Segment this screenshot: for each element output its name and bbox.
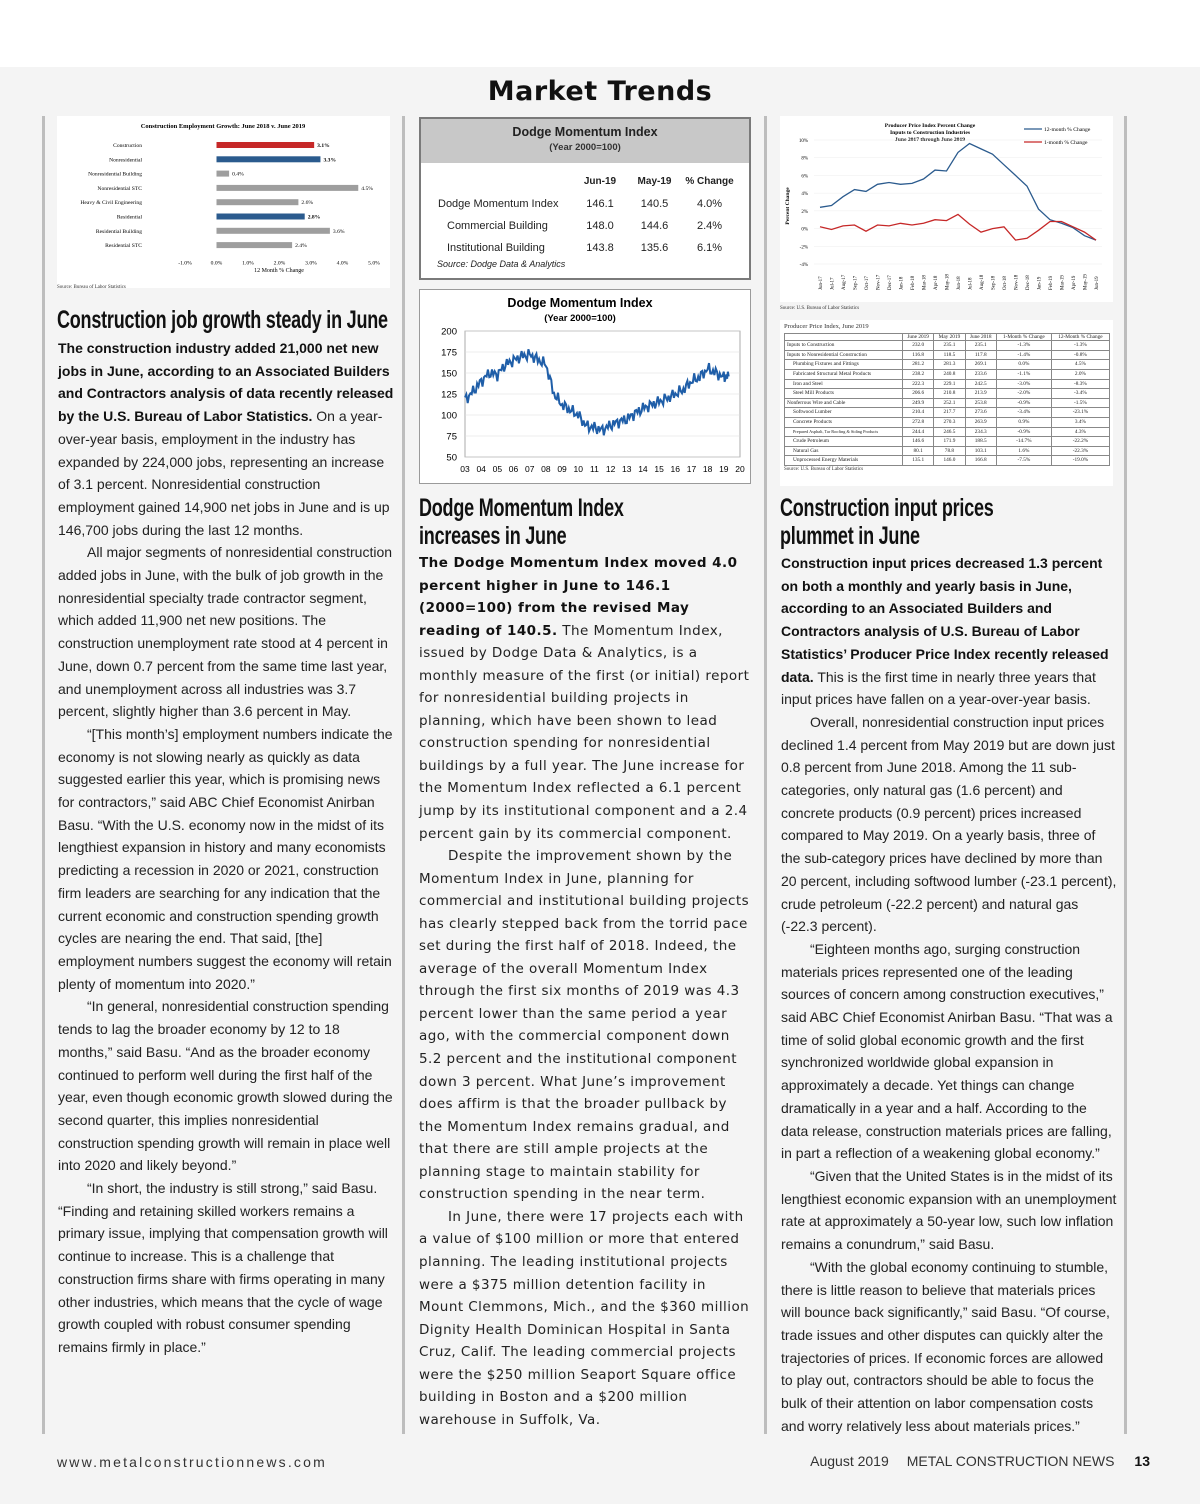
table-cell: 135.1 [903,456,934,466]
table-row [785,369,1110,379]
dodge-line-chart-svg [420,290,749,482]
bar-value-label: 2.4% [295,243,307,250]
x-tick-label: 09 [557,464,567,474]
paragraph [781,552,1117,711]
bar-value-label: 3.6% [332,228,345,235]
dodge-index-table-figure [419,117,751,280]
table-cell: 249.9 [903,398,934,408]
paragraph: “In short, the industry is still strong,” said Basu. “Finding and retaining skilled workers remains a primary issue, implying that compensation growth will continue to increase. This is a challenge that construction firms share with firms operating in many other industries, which means that the cycle of wage growth coupled with robust consumer spending remains firmly in place.” [58,1180,388,1355]
paragraph: “Given that the United States is in the midst of its lengthiest economic expansion with an unemployment rate at approximately a 50-year low, such low inflation remains a conundrum,” said Basu. [781,1167,1117,1253]
bar-value-label: 4.5% [361,185,373,192]
table-cell: 244.4 [903,427,934,437]
table-cell: Unprocessed Energy Materials [785,456,903,466]
table-cell: -2.0% [996,389,1051,399]
x-tick-label: 20 [735,464,745,474]
table-header-cell: Jun-19 [583,175,617,187]
category-label: Residential [116,214,142,221]
bar-value-label: 3.3% [323,157,337,164]
dodge-table-title: Dodge Momentum Index [512,125,658,139]
x-tick-label: 06 [508,464,519,474]
table-cell: -3.4% [996,408,1051,418]
article-body-right [781,552,1117,1437]
dodge-table-source: Source: Dodge Data & Analytics [437,259,566,269]
table-row [785,360,1110,370]
lead-bold: The Dodge Momentum Index moved 4.0 percent higher in June to 146.1 (2000=100) from the revised May reading of 140.5. [419,555,738,639]
x-tick-label: 05 [492,464,503,474]
table-cell: 235.1 [934,341,965,351]
x-tick-label: 03 [460,464,470,474]
table-cell: -1.4% [996,350,1051,360]
y-tick-label: 175 [441,347,457,359]
x-tick-label: 14 [638,464,648,474]
table-cell: -0.9% [996,427,1051,437]
ppi-chart-source: Source: U.S. Bureau of Labor Statistics [780,306,860,311]
paragraph: Overall, nonresidential construction input prices declined 1.4 percent from May 2019 but are down just 0.8 percent from June 2018. Among the 11 sub-categories, only natural gas (1.6 percent) and concrete products (0.9 percent) prices increased compared to May 2019. On a yearly basis, three of the sub-category prices have declined by more than 20 percent, including softwood lumber (-23.1 percent), crude petroleum (-22.2 percent) and natural gas (-22.3 percent). [781,713,1117,935]
table-row [785,456,1110,466]
table-cell: Softwood Lumber [785,408,903,418]
x-tick-label: Feb-18 [911,275,916,290]
y-tick-label: -2% [799,245,808,251]
paragraph [419,552,755,845]
x-tick-label: Jul-18 [968,277,974,290]
table-header-row [785,334,1110,341]
ppi-table-source: Source: U.S. Bureau of Labor Statistics [784,466,864,472]
lead-bold: Construction input prices decreased 1.3 percent on both a monthly and yearly basis in June, according to an Associated Builders and Contractors analysis of U.S. Bureau of Labor Statistics’ Producer Price Index recently released data. [781,555,1109,685]
table-cell: 253.8 [965,398,996,408]
dodge-index-line-chart [419,289,751,484]
table-row [785,341,1110,351]
x-tick-label: Aug-18 [980,274,985,290]
paragraph: “Eighteen months ago, surging construction materials prices represented one of the leading sources of concern among construction executives,” said ABC Chief Economist Anirban Basu. “That was a time of solid global economic growth and the first synchronized worldwide global expansion in approximately a decade. Yet things can change dramatically in a year and a half. According to the data release, construction materials prices are falling, in part a reflection of a weakening global economy.” [781,940,1113,1162]
x-tick-label: May-18 [945,274,951,290]
y-tick-label: 200 [441,326,457,338]
x-tick-label: Oct-17 [865,276,870,290]
x-tick-label: 0.0% [210,260,223,267]
table-cell: 213.9 [965,389,996,399]
category-label: Nonresidential STC [97,185,142,192]
table-cell: 206.6 [903,389,934,399]
table-cell: -1.1% [996,369,1051,379]
table-cell: 270.3 [934,417,965,427]
table-header-cell: June 2018 [965,334,996,341]
table-cell: 135.6 [640,242,669,254]
x-tick-label: 18 [702,464,713,474]
x-tick-label: 15 [654,464,664,474]
table-cell: 269.1 [965,360,996,370]
x-tick-label: 04 [476,464,486,474]
table-cell: 281.3 [934,360,965,370]
table-cell: 80.1 [903,446,934,456]
bar-value-label: 3.1% [317,143,330,149]
column-rule [764,116,767,1434]
category-label: Nonresidential [109,157,142,164]
table-header-cell [433,169,573,193]
table-row [433,215,737,237]
paragraph [58,337,394,541]
column-rule [1124,116,1127,1434]
table-cell: 210.8 [934,389,965,399]
bar [217,156,321,162]
x-tick-label: 5.0% [368,260,380,267]
ppi-table-title: Producer Price Index, June 2019 [784,323,869,330]
table-row [785,379,1110,389]
article-headline [780,494,994,550]
table-cell: 234.3 [965,427,996,437]
table-cell: 4.5% [1051,360,1109,370]
table-cell: 188.5 [965,437,996,447]
y-tick-label: 10% [798,139,808,144]
table-cell: 0.9% [996,417,1051,427]
ppi-line-chart [780,116,1113,302]
footer-url[interactable]: www.metalconstructionnews.com [57,1454,327,1470]
table-header-cell: June 2019 [903,334,934,341]
dodge-chart-title: Dodge Momentum Index [507,296,653,310]
x-tick-label: 1.0% [242,260,254,267]
y-tick-label: -4% [799,263,808,268]
x-tick-label: 3.0% [305,260,317,267]
table-row [785,350,1110,360]
x-tick-label: Aug-17 [842,274,847,290]
x-tick-label: Nov-18 [1014,274,1020,290]
lead-rest: This is the first time in nearly three years that input prices have fallen on a year-over-year basis. [781,668,1096,708]
article-body-middle [419,552,755,1431]
table-cell: 171.9 [934,437,965,447]
paragraph: In June, there were 17 projects each with a value of $100 million or more that entered planning. The leading institutional projects were a $375 million detention facility in Mount Clemmons, Mich., and the $360 million Dignity Health Dominican Hospital in Santa Cruz, Calif. The leading commercial projects were the $250 million Seaport Square office building in Boston and a $200 million warehouse in Suffolk, Va. [419,1208,750,1428]
table-cell: 240.8 [934,369,965,379]
ppi-table [784,333,1110,466]
y-tick-label: 50 [446,452,457,464]
table-header-cell: % Change [685,175,734,187]
x-tick-label: Jan-19 [1037,276,1043,290]
table-cell: 222.3 [903,379,934,389]
table-cell: -1.3% [996,341,1051,351]
table-row [785,408,1110,418]
table-cell: -22.3% [1051,446,1109,456]
table-cell: 238.2 [903,369,934,379]
table-cell: -1.5% [1051,398,1109,408]
paragraph: “With the global economy continuing to stumble, there is little reason to believe that materials prices will bounce back significantly,” said Basu. “Of course, trade issues and other disputes can quickly alter the trajectories of prices. If economic forces are allowed to play out, contractors should be able to focus the bulk of their attention on labor compensation costs and worry relatively less about materials prices.” [781,1258,1110,1434]
table-cell: -0.9% [996,398,1051,408]
table-cell: 229.1 [934,379,965,389]
employment-growth-chart-svg [57,116,390,288]
table-row [785,398,1110,408]
y-tick-label: 150 [441,368,457,380]
table-cell: 143.8 [586,242,614,254]
table-cell: 281.2 [903,360,934,370]
table-cell: Commercial Building [447,220,548,232]
bar-value-label: 2.6% [301,200,314,207]
x-tick-label: Jun-19 [1095,276,1100,290]
table-cell: 252.1 [934,398,965,408]
dodge-series-line [465,349,729,435]
ppi-chart-title-1: Producer Price Index Percent Change [884,123,976,129]
bar [217,142,315,148]
table-cell: -8.3% [1051,379,1109,389]
x-tick-label: Jan-18 [899,276,905,290]
table-cell: -22.2% [1051,437,1109,447]
table-cell: -3.4% [1051,389,1109,399]
table-cell: 210.4 [903,408,934,418]
table-cell: 2.0% [1051,369,1109,379]
bar [217,171,230,177]
table-cell: 217.7 [934,408,965,418]
ppi-line-chart-svg [780,116,1113,302]
table-cell: 140.5 [640,198,669,210]
table-cell: -1.3% [1051,341,1109,351]
table-header-row [433,169,737,193]
table-cell: 272.8 [903,417,934,427]
x-tick-label: Nov-17 [876,274,882,290]
table-header-cell: 1-Month % Change [996,334,1051,341]
ppi-table-figure [780,320,1113,486]
x-tick-label: Oct-18 [1003,276,1008,290]
table-cell: 246.5 [934,427,965,437]
x-tick-label: May-19 [1083,274,1089,290]
bar [217,214,305,220]
table-row [433,237,737,259]
table-cell: Natural Gas [785,446,903,456]
x-tick-label: 2.0% [273,260,286,267]
article-headline: Construction job growth steady in June [57,306,388,334]
x-tick-label: -1.0% [178,260,192,267]
bar [217,228,330,234]
lead-rest: The Momentum Index, issued by Dodge Data & Analytics, is a monthly measure of the first (or initial) report for nonresidential building projects in planning, which have been shown to lead construction spending for nonresidential buildings by a full year. The June increase for the Momentum Index reflected a 6.1 percent jump by its institutional component and a 2.4 percent gain by its commercial component. [419,622,750,842]
section-title: Market Trends [487,76,713,107]
table-cell: 144.6 [640,220,669,232]
x-tick-label: Jun-18 [957,276,962,290]
headline-line: plummet in June [780,522,920,550]
table-cell: Inputs to Nonresidential Construction [785,350,903,360]
table-cell: Iron and Steel [785,379,903,389]
category-label: Heavy & Civil Engineering [80,200,142,207]
column-rule [42,116,45,1434]
table-header-cell: May-19 [637,175,672,187]
chart-source: Source: Bureau of Labor Statistics [57,285,126,290]
category-label: Residential Building [95,228,142,235]
footer-publication: METAL CONSTRUCTION NEWS [906,1453,1115,1469]
table-cell: 146.0 [934,456,965,466]
table-row [785,446,1110,456]
table-cell: 3.4% [1051,417,1109,427]
dodge-chart-subtitle: (Year 2000=100) [544,313,616,324]
x-tick-label: 16 [670,464,681,474]
table-row [785,417,1110,427]
y-tick-label: 2% [801,209,808,215]
bar [217,199,299,205]
headline-line: Construction input prices [780,494,994,522]
table-cell: 263.9 [965,417,996,427]
table-cell: Dodge Momentum Index [438,198,559,210]
dodge-table [433,169,737,259]
table-cell: 117.8 [965,350,996,360]
table-cell: 242.5 [965,379,996,389]
x-tick-label: 13 [622,464,632,474]
y-tick-label: 100 [441,410,457,422]
x-tick-label: Jul-17 [830,277,836,290]
x-tick-label: Apr-18 [934,275,939,290]
column-rule [402,116,405,1434]
x-tick-label: 19 [719,464,729,474]
table-row [785,437,1110,447]
table-cell: Steel Mill Products [785,389,903,399]
table-cell: 146.6 [903,437,934,447]
x-tick-label: 17 [686,464,697,474]
table-header-cell [785,334,903,341]
table-cell: -14.7% [996,437,1051,447]
x-tick-label: Dec-17 [888,275,893,290]
legend-label: 1-month % Change [1044,140,1088,146]
table-cell: 4.3% [1051,427,1109,437]
table-cell: 6.1% [696,242,723,254]
table-cell: Fabricated Structural Metal Products [785,369,903,379]
table-cell: 103.1 [965,446,996,456]
page-number: 13 [1134,1453,1150,1469]
x-tick-label: Dec-18 [1026,275,1031,290]
category-label: Construction [113,143,142,149]
table-cell: 116.8 [903,350,934,360]
ppi-series-1-month [820,214,1096,240]
paragraph: Despite the improvement shown by the Momentum Index in June, planning for commercial and institutional building projects has clearly stepped back from the torrid pace set during the first half of 2018. Indeed, the average of the overall Momentum Index through the first six months of 2019 was 4.3 percent lower than the same period a year ago, with the commercial component down 5.2 percent and the institutional component down 3 percent. What June’s improvement does affirm is that the broader pullback by the Momentum Index remains gradual, and that there are still ample projects at the planning stage to maintain stability for construction spending in the near term. [419,848,750,1203]
category-label: Residential STC [105,243,142,250]
footer-issue: August 2019 [810,1453,889,1469]
employment-growth-chart [57,116,390,288]
table-cell: -19.0% [1051,456,1109,466]
table-cell: 118.5 [934,350,965,360]
table-cell: Crude Petroleum [785,437,903,447]
lead-rest: On a year-over-year basis, employment in the industry has expanded by 224,000 jobs, representing an increase of 3.1 percent. Nonresidential construction employment gained 14,900 net jobs in June and is up 146,700 jobs during the last 12 months. [58,408,390,538]
footer-info [792,1453,1150,1469]
x-tick-label: Sep-17 [853,275,859,290]
headline-line: increases in June [419,522,567,550]
table-cell: Institutional Building [447,242,545,254]
table-cell: 0.0% [996,360,1051,370]
table-cell: Nonferrous Wire and Cable [785,398,903,408]
lead-bold: The construction industry added 21,000 net new jobs in June, according to an Associated Builders and Contractors analysis of data recently released by the U.S. Bureau of Labor Statistics. [58,340,394,425]
dodge-table-header [421,119,749,163]
y-tick-label: 125 [441,389,457,401]
table-cell: -0.8% [1051,350,1109,360]
x-tick-label: Apr-19 [1072,275,1077,290]
y-tick-label: 4% [801,192,808,198]
x-tick-label: Jun-17 [819,276,824,290]
headline-line: Dodge Momentum Index [419,494,624,522]
x-tick-label: Sep-18 [991,275,997,290]
y-tick-label: 75 [446,431,457,443]
table-cell: 232.0 [903,341,934,351]
table-cell: 2.4% [696,220,723,232]
table-cell: Inputs to Construction [785,341,903,351]
x-tick-label: 10 [573,464,583,474]
paragraph: All major segments of nonresidential construction added jobs in June, with the bulk of job growth in the nonresidential specialty trade contractor segment, which added 11,900 net new positions. The construction unemployment rate stood at 4 percent in June, down 0.7 percent from the same time last year, and unemployment across all industries was 3.7 percent, slightly higher than 3.6 percent in May. [58,544,393,720]
x-tick-label: Feb-19 [1049,275,1054,290]
table-cell: Plumbing Fixtures and Fittings [785,360,903,370]
table-cell: 148.0 [586,220,614,232]
table-cell: 78.8 [934,446,965,456]
dodge-table-subtitle: (Year 2000=100) [549,142,621,153]
table-cell: Concrete Products [785,417,903,427]
table-cell: 235.1 [965,341,996,351]
ppi-ylabel: Percent Change [785,187,791,225]
category-label: Nonresidential Building [88,171,142,178]
chart-xlabel: 12 Month % Change [254,268,304,274]
paragraph: “[This month’s] employment numbers indicate the economy is not slowing nearly as quickly as data suggested earlier this year, which is promising news for contractors,” said ABC Chief Economist Anirban Basu. “With the U.S. economy now in the midst of its lengthiest expansion in history and many economists predicting a recession in 2020 or 2021, construction firm leaders are searching for any indication that the current economic and construction spending growth cycles are nearing the end. That said, [the] employment numbers suggest the economy will retain plenty of momentum into 2020.” [58,725,393,992]
table-row [785,427,1110,437]
ppi-series-12-month [820,144,1096,241]
legend-label: 12-month % Change [1044,127,1091,133]
x-tick-label: Mar-18 [922,275,928,290]
table-cell: -3.0% [996,379,1051,389]
table-cell: 233.6 [965,369,996,379]
article-headline [419,494,624,550]
table-cell: Prepared Asphalt, Tar Roofing & Siding Products [785,427,903,437]
bar-value-label: 2.8% [307,214,321,221]
table-cell: 146.1 [586,198,614,210]
table-row [785,389,1110,399]
table-row [433,193,737,215]
chart-title: Construction Employment Growth: June 2018 v. June 2019 [140,123,306,130]
table-header-cell: May 2019 [934,334,965,341]
y-tick-label: 8% [801,156,808,162]
x-tick-label: 08 [541,464,551,474]
table-cell: 273.6 [965,408,996,418]
ppi-chart-title-2: Inputs to Construction Industries [889,130,971,136]
table-cell: 166.8 [965,456,996,466]
bar-value-label: 0.4% [232,171,244,178]
x-tick-label: 07 [524,464,535,474]
table-cell: -7.5% [996,456,1051,466]
paragraph: “In general, nonresidential construction spending tends to lag the broader economy by 12 to 18 months,” said Basu. “And as the broader economy continued to perform well during the first half of the year, even though economic growth slowed during the second quarter, this implies nonresidential construction spending growth will remain in place well into 2020 and likely beyond.” [58,998,393,1174]
x-tick-label: 12 [605,464,616,474]
table-cell: 4.0% [696,198,723,210]
table-header-cell: 12-Month % Change [1051,334,1109,341]
x-tick-label: Mar-19 [1060,275,1066,290]
x-tick-label: 11 [589,464,599,474]
table-cell: -23.1% [1051,408,1109,418]
ppi-chart-title-3: June 2017 through June 2019 [894,137,966,143]
table-cell: 1.6% [996,446,1051,456]
x-tick-label: 4.0% [336,260,349,267]
bar [217,185,359,191]
y-tick-label: 6% [801,174,808,180]
y-tick-label: 0% [801,227,808,233]
article-body-left [58,337,394,1359]
bar [217,242,293,248]
